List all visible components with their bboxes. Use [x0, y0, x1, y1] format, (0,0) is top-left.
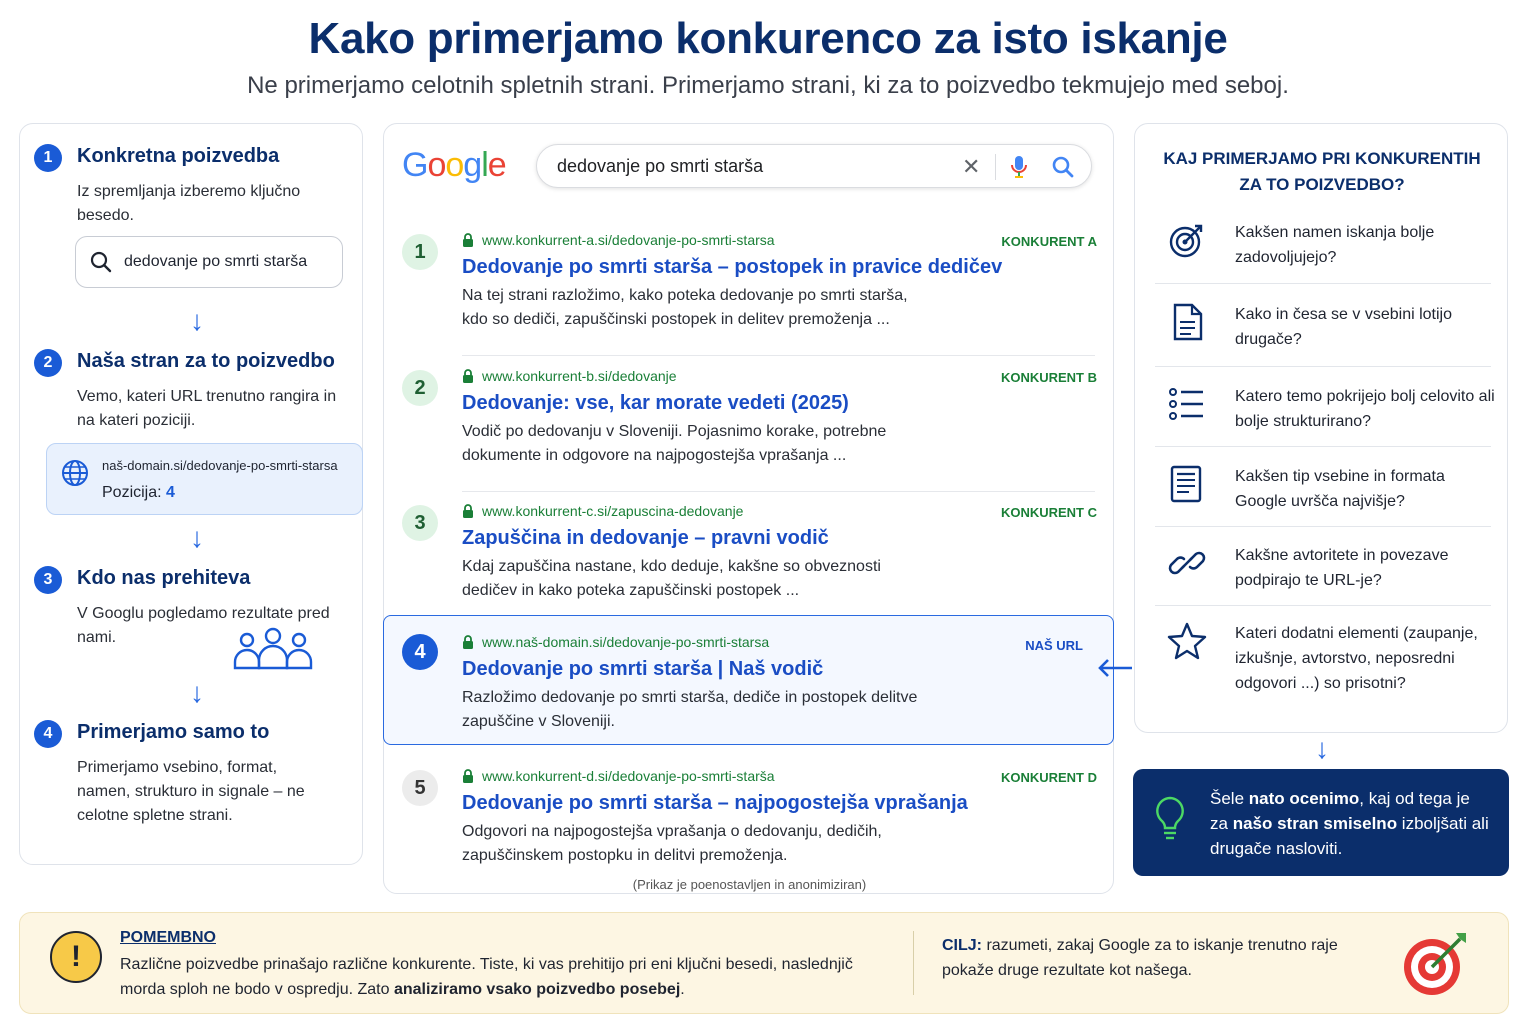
divider — [1155, 526, 1491, 527]
result-rank: 2 — [402, 370, 438, 406]
criteria-text: Kakšne avtoritete in povezave podpirajo te URL-je? — [1235, 547, 1449, 589]
our-url-box — [46, 443, 363, 515]
document-icon — [1167, 302, 1207, 342]
result-url-text: www.konkurrent-b.si/dedovanje — [482, 368, 677, 384]
search-result[interactable] — [384, 226, 1115, 356]
divider — [1155, 283, 1491, 284]
position-label: Pozicija: — [102, 484, 162, 501]
step-title: Naša stran za to poizvedbo — [77, 350, 335, 372]
conclusion-box — [1133, 769, 1509, 876]
step-number: 4 — [34, 720, 62, 748]
google-logo-letter: l — [481, 146, 488, 184]
criteria-text: Kateri dodatni elementi (zaupanje, izkušnje, avtorstvo, neposredni odgovori ...) so prisotni? — [1235, 625, 1478, 692]
our-url: naš-domain.si/dedovanje-po-smrti-starsa — [102, 458, 338, 473]
google-logo-letter: e — [487, 146, 506, 184]
important-text: Različne poizvedbe prinašajo različne konkurente. Tiste, ki vas prehitijo pri eni ključni besedi, naslednjič morda sploh ne bodo v ospredju. Zato analiziramo vsako poizvedbo posebej. — [120, 956, 853, 998]
google-logo — [402, 146, 506, 185]
arrow-down-icon: ↓ — [190, 305, 204, 336]
step-number: 1 — [34, 144, 62, 172]
page-subtitle: Ne primerjamo celotnih spletnih strani. Primerjamo strani, ki za to poizvedbo tekmujejo med seboj. — [247, 72, 1289, 99]
keyword-text: dedovanje po smrti starša — [124, 253, 308, 270]
result-url-text: www.konkurrent-a.si/dedovanje-po-smrti-starsa — [482, 232, 775, 248]
result-badge: NAŠ URL — [1025, 638, 1083, 653]
warning-icon: ! — [50, 931, 102, 983]
important-heading: POMEMBNO — [120, 929, 216, 946]
disclaimer-note: (Prikaz je poenostavljen in anonimiziran) — [632, 877, 867, 892]
result-badge: KONKURENT B — [1000, 370, 1097, 385]
list-icon — [1167, 384, 1207, 424]
result-description: Kdaj zapuščina nastane, kdo deduje, kakšne so obveznosti dedičev in kako poteka zapuščinski postopek ... — [462, 558, 881, 599]
google-search-query: dedovanje po smrti starša — [557, 156, 764, 176]
page-title: Kako primerjamo konkurenco za isto iskanje — [308, 14, 1228, 63]
lock-icon — [462, 233, 474, 247]
step-title: Konkretna poizvedba — [77, 145, 280, 167]
step-text: Iz spremljanja izberemo ključno besedo. — [77, 183, 301, 224]
result-url-text: www.konkurrent-c.si/zapuscina-dedovanje — [482, 503, 744, 519]
divider — [1155, 366, 1491, 367]
divider — [995, 154, 996, 180]
criteria-text: Katero temo pokrijejo bolj celovito ali bolje strukturirano? — [1235, 388, 1495, 430]
step-text: Vemo, kateri URL trenutno rangira in na kateri poziciji. — [77, 388, 337, 429]
star-icon — [1167, 621, 1207, 661]
result-rank: 4 — [402, 634, 438, 670]
layout-icon — [1167, 464, 1207, 504]
search-result[interactable] — [384, 362, 1115, 492]
arrow-left-icon — [1096, 655, 1134, 681]
link-icon — [1167, 543, 1207, 583]
step-title: Primerjamo samo to — [77, 721, 270, 743]
result-badge: KONKURENT A — [1001, 234, 1097, 249]
step-number: 2 — [34, 349, 62, 377]
result-url[interactable] — [462, 634, 769, 650]
criteria-text: Kakšen namen iskanja bolje zadovoljujejo? — [1235, 224, 1435, 266]
important-note — [19, 912, 1509, 1014]
result-title[interactable]: Dedovanje po smrti starša | Naš vodič — [462, 658, 824, 680]
result-url-text: www.naš-domain.si/dedovanje-po-smrti-starsa — [482, 634, 770, 650]
step-title: Kdo nas prehiteva — [77, 567, 251, 589]
globe-icon — [61, 459, 89, 487]
position-value: 4 — [166, 484, 175, 501]
lock-icon — [462, 769, 474, 783]
step-text: Primerjamo vsebino, format, namen, strukturo in signale – ne celotne spletne strani. — [77, 759, 305, 824]
google-logo-letter: G — [402, 146, 428, 184]
result-description: Na tej strani razložimo, kako poteka dedovanje po smrti starša, kdo so dediči, zapuščinski postopek in delitev premoženja ... — [462, 287, 908, 328]
close-icon[interactable]: ✕ — [962, 154, 981, 179]
result-title[interactable]: Dedovanje po smrti starša – postopek in pravice dedičev — [462, 256, 1003, 278]
google-logo-letter: g — [463, 146, 482, 184]
google-search-bar[interactable] — [536, 144, 1092, 188]
criteria-text: Kakšen tip vsebine in formata Google uvršča najvišje? — [1235, 468, 1445, 510]
divider — [1155, 446, 1491, 447]
lightbulb-icon — [1153, 795, 1187, 843]
search-result[interactable] — [384, 497, 1115, 627]
result-url-text: www.konkurrent-d.si/dedovanje-po-smrti-starša — [482, 768, 775, 784]
microphone-icon[interactable] — [1009, 155, 1029, 179]
divider — [913, 931, 914, 995]
step-number: 3 — [34, 566, 62, 594]
result-badge: KONKURENT C — [1000, 505, 1097, 520]
bullseye-icon — [1400, 927, 1472, 999]
result-description: Razložimo dedovanje po smrti starša, dediče in postopek delitve zapuščine v Sloveniji. — [462, 689, 918, 730]
result-url[interactable] — [462, 503, 743, 519]
result-badge: KONKURENT D — [1000, 770, 1097, 785]
criteria-text: Kako in česa se v vsebini lotijo drugače? — [1235, 306, 1452, 348]
arrow-down-icon: ↓ — [190, 522, 204, 553]
result-title[interactable]: Dedovanje po smrti starša – najpogostejša vprašanja — [462, 792, 968, 814]
result-url[interactable] — [462, 768, 775, 784]
lock-icon — [462, 635, 474, 649]
arrow-down-icon: ↓ — [1315, 733, 1329, 764]
result-url[interactable] — [462, 368, 677, 384]
search-result[interactable] — [384, 762, 1115, 892]
comparison-criteria-panel — [1134, 123, 1508, 733]
result-url[interactable] — [462, 232, 775, 248]
result-rank: 5 — [402, 770, 438, 806]
step-text: V Googlu pogledamo rezultate pred nami. — [77, 605, 330, 646]
google-logo-letter: o — [445, 146, 464, 184]
target-icon — [1167, 220, 1207, 260]
search-result-our-url[interactable] — [383, 615, 1114, 745]
result-description: Odgovori na najpogostejša vprašanja o dedovanju, dedičih, zapuščinskem postopku in delitvi premoženja. — [462, 823, 882, 864]
result-title[interactable]: Dedovanje: vse, kar morate vedeti (2025) — [462, 392, 849, 414]
keyword-search-box[interactable] — [75, 236, 343, 288]
users-icon — [232, 626, 314, 670]
divider — [1155, 605, 1491, 606]
result-description: Vodič po dedovanju v Sloveniji. Pojasnimo korake, potrebne dokumente in odgovore na najpogostejša vprašanja ... — [462, 423, 887, 464]
result-title[interactable]: Zapuščina in dedovanje – pravni vodič — [462, 527, 829, 549]
google-results-panel — [383, 123, 1114, 894]
search-icon[interactable] — [1051, 155, 1075, 179]
position-line — [102, 484, 175, 502]
result-rank: 1 — [402, 234, 438, 270]
goal-text: CILJ: razumeti, zakaj Google za to iskanje trenutno raje pokaže druge rezultate kot našega. — [942, 937, 1338, 979]
lock-icon — [462, 504, 474, 518]
google-logo-letter: o — [427, 146, 446, 184]
result-rank: 3 — [402, 505, 438, 541]
conclusion-text: Šele nato ocenimo, kaj od tega je za našo stran smiselno izboljšati ali drugače nasloviti. — [1210, 789, 1489, 858]
steps-panel — [19, 123, 363, 865]
criteria-heading: KAJ PRIMERJAMO PRI KONKURENTIH ZA TO POIZVEDBO? — [1163, 149, 1481, 194]
arrow-down-icon: ↓ — [190, 677, 204, 708]
search-icon — [90, 251, 112, 273]
lock-icon — [462, 369, 474, 383]
